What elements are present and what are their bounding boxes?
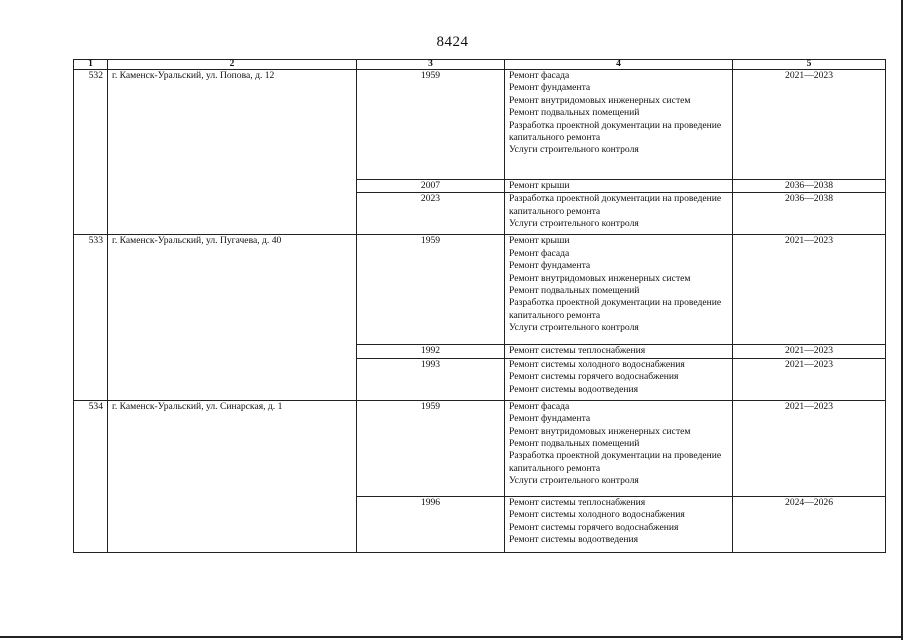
- row-number: 533: [74, 235, 108, 400]
- repair-period: 2021—2023: [733, 235, 886, 345]
- page-number: 8424: [436, 34, 469, 50]
- work-item: Ремонт крыши: [509, 180, 570, 191]
- work-item: Ремонт фасада: [509, 247, 570, 259]
- works-list: [505, 70, 733, 180]
- header-col-4: 4: [505, 60, 733, 70]
- work-item: Ремонт внутридомовых инженерных систем: [509, 272, 691, 284]
- work-item: Услуги строительного контроля: [509, 475, 639, 487]
- row-number: 534: [74, 400, 108, 552]
- table-row: [74, 70, 886, 180]
- work-item: Ремонт системы теплоснабжения: [509, 345, 646, 357]
- header-col-1: 1: [74, 60, 108, 70]
- work-item: Ремонт системы водоотведения: [509, 534, 639, 546]
- repair-period: 2024—2026: [733, 496, 886, 552]
- building-address: г. Каменск-Уральский, ул. Пугачева, д. 40: [108, 235, 357, 400]
- work-item: Ремонт фундамента: [509, 413, 591, 425]
- header-col-5: 5: [733, 60, 886, 70]
- work-item: Ремонт системы горячего водоснабжения: [509, 521, 679, 533]
- work-item: Ремонт крыши: [509, 235, 570, 247]
- works-list: [505, 358, 733, 400]
- building-address: г. Каменск-Уральский, ул. Синарская, д. 1: [108, 400, 357, 552]
- repair-schedule-table: [73, 59, 886, 553]
- table-row: [74, 400, 886, 496]
- works-list: [505, 193, 733, 235]
- build-year: 2007: [357, 180, 505, 193]
- work-item: Ремонт системы теплоснабжения: [509, 496, 646, 508]
- table-row: [74, 235, 886, 345]
- works-list: [505, 345, 733, 358]
- page-frame-bottom-edge: [0, 636, 903, 638]
- work-item: Ремонт внутридомовых инженерных систем: [509, 425, 691, 437]
- build-year: 2023: [357, 193, 505, 235]
- work-item: Разработка проектной документации на проведение капитального ремонта: [509, 193, 722, 217]
- work-item: Ремонт системы холодного водоснабжения: [509, 509, 685, 521]
- header-row: [74, 60, 886, 70]
- work-item: Услуги строительного контроля: [509, 144, 639, 156]
- works-list: [505, 400, 733, 496]
- work-item: Разработка проектной документации на проведение капитального ремонта: [509, 119, 722, 144]
- repair-period: 2021—2023: [733, 358, 886, 400]
- repair-period: 2036—2038: [733, 180, 886, 193]
- work-item: Ремонт фасада: [509, 400, 570, 412]
- build-year: 1993: [357, 358, 505, 400]
- repair-period: 2021—2023: [733, 345, 886, 358]
- work-item: Услуги строительного контроля: [509, 218, 639, 230]
- work-item: Ремонт подвальных помещений: [509, 285, 640, 297]
- build-year: 1992: [357, 345, 505, 358]
- works-list: [505, 180, 733, 193]
- page-frame-right-edge: [901, 0, 903, 640]
- build-year: 1959: [357, 235, 505, 345]
- work-item: Ремонт фасада: [509, 70, 570, 81]
- work-item: Услуги строительного контроля: [509, 322, 639, 334]
- work-item: Ремонт внутридомовых инженерных систем: [509, 94, 691, 106]
- works-list: [505, 235, 733, 345]
- header-col-2: 2: [108, 60, 357, 70]
- build-year: 1959: [357, 70, 505, 180]
- works-list: [505, 496, 733, 552]
- repair-period: 2021—2023: [733, 400, 886, 496]
- repair-period: 2021—2023: [733, 70, 886, 180]
- work-item: Разработка проектной документации на проведение капитального ремонта: [509, 297, 722, 321]
- work-item: Ремонт подвальных помещений: [509, 438, 640, 450]
- row-number: 532: [74, 70, 108, 235]
- work-item: Ремонт системы холодного водоснабжения: [509, 358, 685, 370]
- repair-period: 2036—2038: [733, 193, 886, 235]
- work-item: Ремонт фундамента: [509, 82, 591, 94]
- building-address: г. Каменск-Уральский, ул. Попова, д. 12: [108, 70, 357, 235]
- work-item: Ремонт системы горячего водоснабжения: [509, 371, 679, 383]
- work-item: Ремонт фундамента: [509, 260, 591, 272]
- build-year: 1996: [357, 496, 505, 552]
- header-col-3: 3: [357, 60, 505, 70]
- work-item: Ремонт системы водоотведения: [509, 383, 639, 395]
- work-item: Ремонт подвальных помещений: [509, 107, 640, 119]
- build-year: 1959: [357, 400, 505, 496]
- work-item: Разработка проектной документации на проведение капитального ремонта: [509, 450, 722, 474]
